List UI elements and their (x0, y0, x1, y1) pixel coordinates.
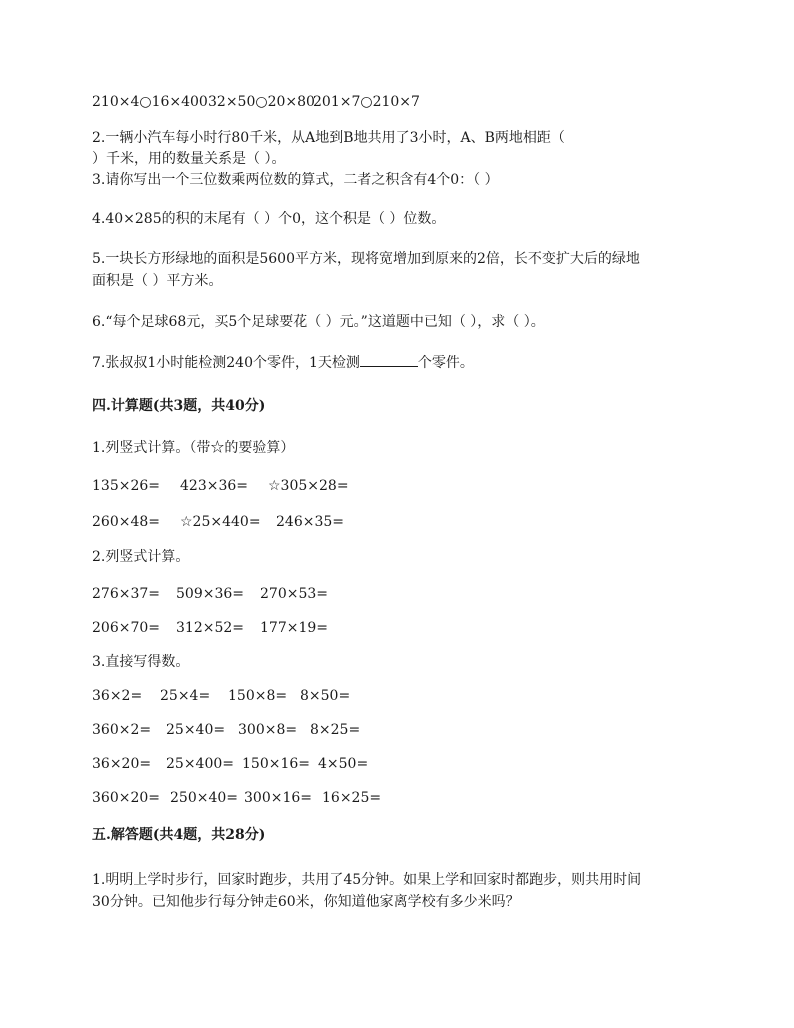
oral-item: 36×20= (92, 756, 152, 772)
oral-item: 25×400= (166, 756, 234, 772)
compare-item: 201×7○210×7 (313, 94, 420, 110)
oral-item: 36×2= (92, 688, 143, 704)
oral-row (92, 754, 368, 774)
calc-q3-title: 3.直接写得数。 (92, 654, 190, 670)
oral-item: 300×16= (244, 790, 312, 806)
question-7-suffix: 个零件。 (417, 355, 474, 371)
oral-item: 360×2= (92, 722, 152, 738)
oral-item: 8×25= (310, 722, 361, 738)
question-4: 4.40×285的积的末尾有（ ）个0，这个积是（ ）位数。 (92, 211, 446, 227)
question-5-line-2: 面积是（ ）平方米。 (92, 273, 223, 289)
compare-item: 32×50○20×80 (208, 94, 315, 110)
compare-row (92, 92, 420, 112)
calc-item: 260×48= (92, 514, 160, 530)
section-4-title: 四.计算题(共3题，共40分) (92, 398, 266, 414)
oral-item: 360×20= (92, 790, 160, 806)
word-problem-1-line-2: 30分钟。已知他步行每分钟走60米，你知道他家离学校有多少米吗？ (92, 894, 520, 910)
oral-item: 150×16= (242, 756, 310, 772)
question-7-text: 7.张叔叔1小时能检测240个零件，1天检测 (92, 355, 360, 371)
calc-item: 423×36= (180, 478, 248, 494)
oral-row (92, 788, 381, 808)
oral-row (92, 720, 360, 740)
question-2-line-2: ）千米，用的数量关系是（ ）。 (92, 151, 286, 167)
oral-item: 25×4= (160, 688, 211, 704)
calc-item: 509×36= (176, 586, 244, 602)
oral-item: 16×25= (322, 790, 382, 806)
calc-row (92, 584, 328, 604)
oral-item: 25×40= (166, 722, 226, 738)
calc-row (92, 618, 328, 638)
calc-item: ☆25×440= (180, 514, 261, 530)
compare-item: 210×4○16×400 (92, 94, 208, 110)
question-5-line-1: 5.一块长方形绿地的面积是5600平方米，现将宽增加到原来的2倍，长不变扩大后的绿地 (92, 251, 640, 267)
calc-q2-title: 2.列竖式计算。 (92, 549, 190, 565)
answer-blank[interactable] (360, 352, 418, 367)
calc-item: 312×52= (176, 620, 244, 636)
section-5-title: 五.解答题(共4题，共28分) (92, 827, 266, 843)
question-3: 3.请你写出一个三位数乘两位数的算式，二者之积含有4个0：（ ） (92, 172, 499, 188)
calc-q1-title: 1.列竖式计算。（带☆的要验算） (92, 440, 295, 456)
oral-item: 250×40= (170, 790, 238, 806)
oral-item: 300×8= (238, 722, 298, 738)
calc-item: 135×26= (92, 478, 160, 494)
calc-row (92, 476, 349, 496)
calc-item: 276×37= (92, 586, 160, 602)
question-2-line-1: 2.一辆小汽车每小时行80千米，从A地到B地共用了3小时，A、B两地相距（ (92, 130, 565, 146)
question-7 (92, 352, 474, 373)
oral-item: 8×50= (300, 688, 351, 704)
calc-item: 177×19= (260, 620, 328, 636)
word-problem-1-line-1: 1.明明上学时步行，回家时跑步，共用了45分钟。如果上学和回家时都跑步，则共用时间 (92, 872, 642, 888)
question-6: 6.“每个足球68元，买5个足球要花（ ）元。”这道题中已知（ ），求（ ）。 (92, 314, 545, 330)
oral-item: 4×50= (318, 756, 369, 772)
calc-item: 246×35= (276, 514, 344, 530)
calc-item: ☆305×28= (268, 478, 349, 494)
calc-row (92, 512, 344, 532)
calc-item: 206×70= (92, 620, 160, 636)
calc-item: 270×53= (260, 586, 328, 602)
oral-item: 150×8= (228, 688, 288, 704)
oral-row (92, 686, 350, 706)
